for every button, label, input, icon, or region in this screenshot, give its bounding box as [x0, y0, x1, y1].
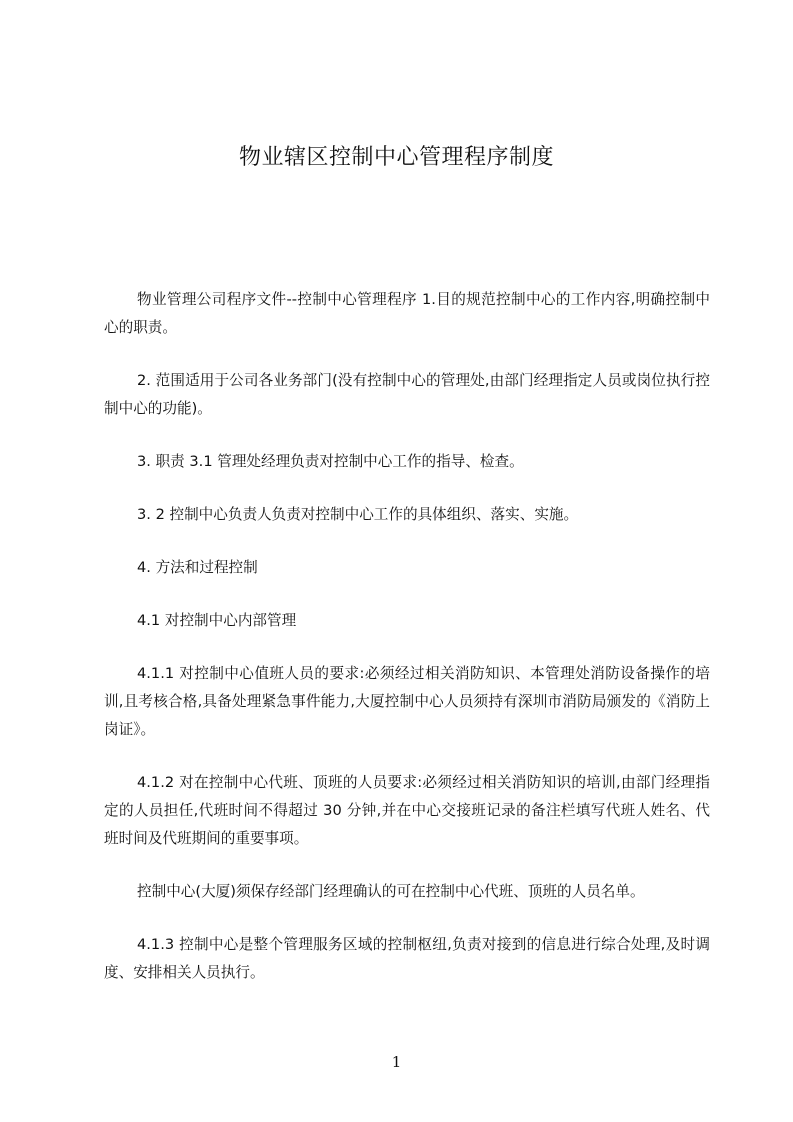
paragraph-internal-management: 4.1 对控制中心内部管理: [137, 612, 297, 629]
paragraph-methods-heading: 4. 方法和过程控制: [137, 559, 258, 576]
paragraph-staff-list: 控制中心(大厦)须保存经部门经理确认的可在控制中心代班、顶班的人员名单。: [137, 883, 645, 900]
paragraph-4-1-2: 4.1.2 对在控制中心代班、顶班的人员要求:必须经过相关消防知识的培训,由部门经理指定的人员担任,代班时间不得超过 30 分钟,并在中心交接班记录的备注栏填写代班人姓名、代班时间及代班期间的重要事项。: [104, 774, 710, 847]
paragraph-purpose: 物业管理公司程序文件--控制中心管理程序 1.目的规范控制中心的工作内容,明确控制中心的职责。: [104, 291, 710, 336]
paragraph-4-1-1: 4.1.1 对控制中心值班人员的要求:必须经过相关消防知识、本管理处消防设备操作的培训,且考核合格,具备处理紧急事件能力,大厦控制中心人员须持有深圳市消防局颁发的《消防上岗证》。: [104, 665, 710, 738]
paragraph-scope: 2. 范围适用于公司各业务部门(没有控制中心的管理处,由部门经理指定人员或岗位执行控制中心的功能)。: [104, 372, 710, 417]
paragraph-4-1-3: 4.1.3 控制中心是整个管理服务区域的控制枢纽,负责对接到的信息进行综合处理,及时调度、安排相关人员执行。: [104, 936, 710, 981]
page-number: 1: [391, 1053, 402, 1071]
document-title: 物业辖区控制中心管理程序制度: [238, 145, 554, 170]
paragraph-responsibility-3-2: 3. 2 控制中心负责人负责对控制中心工作的具体组织、落实、实施。: [137, 506, 579, 523]
document-body: [104, 286, 710, 1012]
paragraph-responsibility-3-1: 3. 职责 3.1 管理处经理负责对控制中心工作的指导、检查。: [137, 453, 524, 470]
